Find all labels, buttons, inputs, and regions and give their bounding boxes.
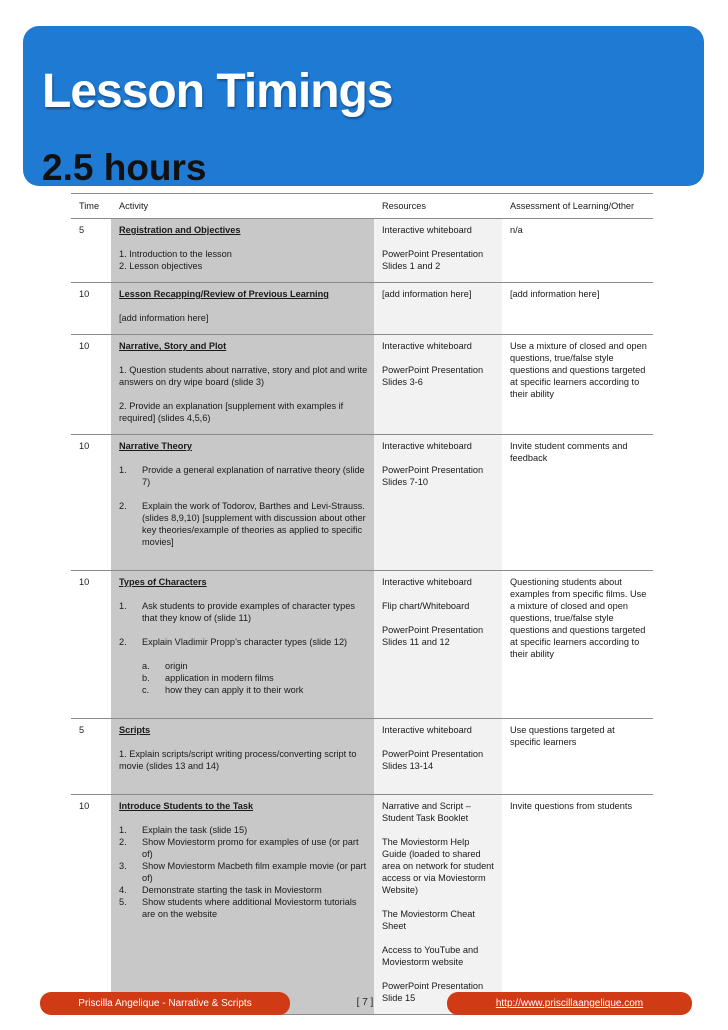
resource-item: Interactive whiteboard xyxy=(382,725,472,735)
resource-line: Slides 3-6 xyxy=(382,377,423,387)
list-text: application in modern films xyxy=(165,673,274,683)
list-item xyxy=(119,860,368,884)
resources-cell xyxy=(374,719,502,795)
resource-item: Access to YouTube and Moviestorm website xyxy=(382,945,479,967)
resource-item: Interactive whiteboard xyxy=(382,341,472,351)
resource-line: PowerPoint Presentation xyxy=(382,465,484,475)
resource-line: Slides 7-10 xyxy=(382,477,428,487)
activity-heading: Lesson Recapping/Review of Previous Learning xyxy=(119,289,329,299)
resource-item xyxy=(382,364,496,388)
activity-heading: Types of Characters xyxy=(119,577,207,587)
list-item xyxy=(119,636,368,648)
list-text: Explain the task (slide 15) xyxy=(142,825,248,835)
list-item xyxy=(119,884,368,896)
column-header-assessment: Assessment of Learning/Other xyxy=(502,194,653,219)
list-text: origin xyxy=(165,661,188,671)
resource-item: Interactive whiteboard xyxy=(382,577,472,587)
resource-line: PowerPoint Presentation xyxy=(382,365,484,375)
activity-cell xyxy=(111,283,374,335)
resource-item: Interactive whiteboard xyxy=(382,225,472,235)
table-row xyxy=(71,719,653,795)
list-item xyxy=(119,600,368,624)
list-number: 2. xyxy=(119,637,127,647)
resource-line: Slide 15 xyxy=(382,993,416,1003)
resource-line: PowerPoint Presentation xyxy=(382,625,484,635)
list-number: 2. xyxy=(119,837,127,847)
activity-text: [add information here] xyxy=(119,313,209,323)
resource-item xyxy=(382,248,496,272)
list-text: Show Moviestorm Macbeth film example movie (or part of) xyxy=(142,861,367,883)
list-item xyxy=(119,500,368,548)
time-cell: 5 xyxy=(71,719,111,795)
lesson-timings-table xyxy=(71,193,653,1015)
list-number: 1. xyxy=(119,465,127,475)
list-item xyxy=(142,660,368,672)
table-row xyxy=(71,219,653,283)
page-title: Lesson Timings xyxy=(42,65,393,118)
activity-sublist xyxy=(142,660,368,696)
list-letter: a. xyxy=(142,661,150,671)
activity-heading: Narrative, Story and Plot xyxy=(119,341,227,351)
list-letter: b. xyxy=(142,673,150,683)
column-header-resources: Resources xyxy=(374,194,502,219)
activity-heading: Narrative Theory xyxy=(119,441,193,451)
list-text: Explain the work of Todorov, Barthes and Levi-Strauss. (slides 8,9,10) [supplement with discussion about other key theories/example of theories as applied to specific movies] xyxy=(142,501,366,547)
list-text: Show students where additional Moviestorm tutorials are on the website xyxy=(142,897,357,919)
page-subtitle: 2.5 hours xyxy=(42,147,207,188)
list-item xyxy=(119,896,368,920)
resource-item: The Moviestorm Cheat Sheet xyxy=(382,909,475,931)
resource-line: Slides 1 and 2 xyxy=(382,261,441,271)
activity-cell xyxy=(111,435,374,571)
list-text: how they can apply it to their work xyxy=(165,685,304,695)
resource-item: Narrative and Script – Student Task Booklet xyxy=(382,801,471,823)
page-number: [ 7 ] xyxy=(356,997,374,1008)
footer-link-badge xyxy=(447,992,692,1015)
time-cell: 10 xyxy=(71,335,111,435)
resource-item xyxy=(382,464,496,488)
time-cell: 10 xyxy=(71,435,111,571)
activity-list xyxy=(119,600,368,648)
activity-text: 1. Question students about narrative, story and plot and write answers on dry wipe board (slide 3) xyxy=(119,365,368,387)
time-cell: 10 xyxy=(71,283,111,335)
resource-item xyxy=(382,624,496,648)
resource-line: Slides 11 and 12 xyxy=(382,637,450,647)
activity-text: 2. Provide an explanation [supplement with examples if required] (slides 4,5,6) xyxy=(119,401,344,423)
column-header-activity: Activity xyxy=(111,194,374,219)
assessment-cell: Invite questions from students xyxy=(502,795,653,1015)
list-number: 5. xyxy=(119,897,127,907)
activity-text xyxy=(119,248,368,272)
activity-list xyxy=(119,824,368,920)
list-item xyxy=(119,836,368,860)
list-text: Show Moviestorm promo for examples of use (or part of) xyxy=(142,837,359,859)
activity-heading: Scripts xyxy=(119,725,151,735)
table-header-row xyxy=(71,194,653,219)
table-row xyxy=(71,571,653,719)
resource-line: PowerPoint Presentation xyxy=(382,981,484,991)
assessment-cell: Use questions targeted at specific learners xyxy=(502,719,653,795)
list-letter: c. xyxy=(142,685,150,695)
activity-cell xyxy=(111,795,374,1015)
activity-line: 2. Lesson objectives xyxy=(119,261,203,271)
assessment-cell: n/a xyxy=(502,219,653,283)
resource-line: PowerPoint Presentation xyxy=(382,749,484,759)
time-cell: 5 xyxy=(71,219,111,283)
resource-item: The Moviestorm Help Guide (loaded to shared area on network for student access or via Moviestorm Website) xyxy=(382,837,494,895)
assessment-cell: Invite student comments and feedback xyxy=(502,435,653,571)
resource-item: Interactive whiteboard xyxy=(382,441,472,451)
list-item xyxy=(119,824,368,836)
footer-author-text: Priscilla Angelique - Narrative & Scripts xyxy=(78,998,252,1009)
list-text: Demonstrate starting the task in Moviestorm xyxy=(142,885,322,895)
list-item xyxy=(119,464,368,488)
list-text: Ask students to provide examples of character types that they know of (slide 11) xyxy=(142,601,355,623)
activity-text: 1. Explain scripts/script writing process/converting script to movie (slides 13 and 14) xyxy=(119,749,357,771)
assessment-cell: Questioning students about examples from specific films. Use a mixture of closed and open questions, true/false style questions and questions targeted at specific learners according to their ability xyxy=(502,571,653,719)
column-header-time: Time xyxy=(71,194,111,219)
table-row xyxy=(71,795,653,1015)
table-row xyxy=(71,335,653,435)
list-text: Provide a general explanation of narrative theory (slide 7) xyxy=(142,465,365,487)
time-cell: 10 xyxy=(71,571,111,719)
list-number: 1. xyxy=(119,825,127,835)
resource-line: PowerPoint Presentation xyxy=(382,249,484,259)
resource-item xyxy=(382,748,496,772)
resource-line: Slides 13-14 xyxy=(382,761,434,771)
table-row xyxy=(71,283,653,335)
activity-cell xyxy=(111,719,374,795)
table-row xyxy=(71,435,653,571)
resources-cell xyxy=(374,795,502,1015)
resources-cell xyxy=(374,571,502,719)
list-number: 2. xyxy=(119,501,127,511)
list-item xyxy=(142,684,368,696)
activity-line: 1. Introduction to the lesson xyxy=(119,249,232,259)
activity-heading: Introduce Students to the Task xyxy=(119,801,254,811)
activity-list xyxy=(119,464,368,548)
activity-heading: Registration and Objectives xyxy=(119,225,241,235)
activity-cell xyxy=(111,571,374,719)
activity-cell xyxy=(111,335,374,435)
website-link[interactable]: http://www.priscillaangelique.com xyxy=(495,998,644,1009)
assessment-cell: Use a mixture of closed and open questions, true/false style questions and questions targeted at specific learners according to their ability xyxy=(502,335,653,435)
list-number: 1. xyxy=(119,601,127,611)
list-number: 4. xyxy=(119,885,127,895)
list-item xyxy=(142,672,368,684)
list-number: 3. xyxy=(119,861,127,871)
footer-author-badge xyxy=(40,992,290,1015)
assessment-cell: [add information here] xyxy=(502,283,653,335)
resources-cell xyxy=(374,219,502,283)
list-text: Explain Vladimir Propp’s character types (slide 12) xyxy=(142,637,348,647)
resources-cell: [add information here] xyxy=(374,283,502,335)
activity-cell xyxy=(111,219,374,283)
resources-cell xyxy=(374,335,502,435)
title-banner xyxy=(23,26,704,186)
resources-cell xyxy=(374,435,502,571)
resource-item: Flip chart/Whiteboard xyxy=(382,601,470,611)
time-cell: 10 xyxy=(71,795,111,1015)
